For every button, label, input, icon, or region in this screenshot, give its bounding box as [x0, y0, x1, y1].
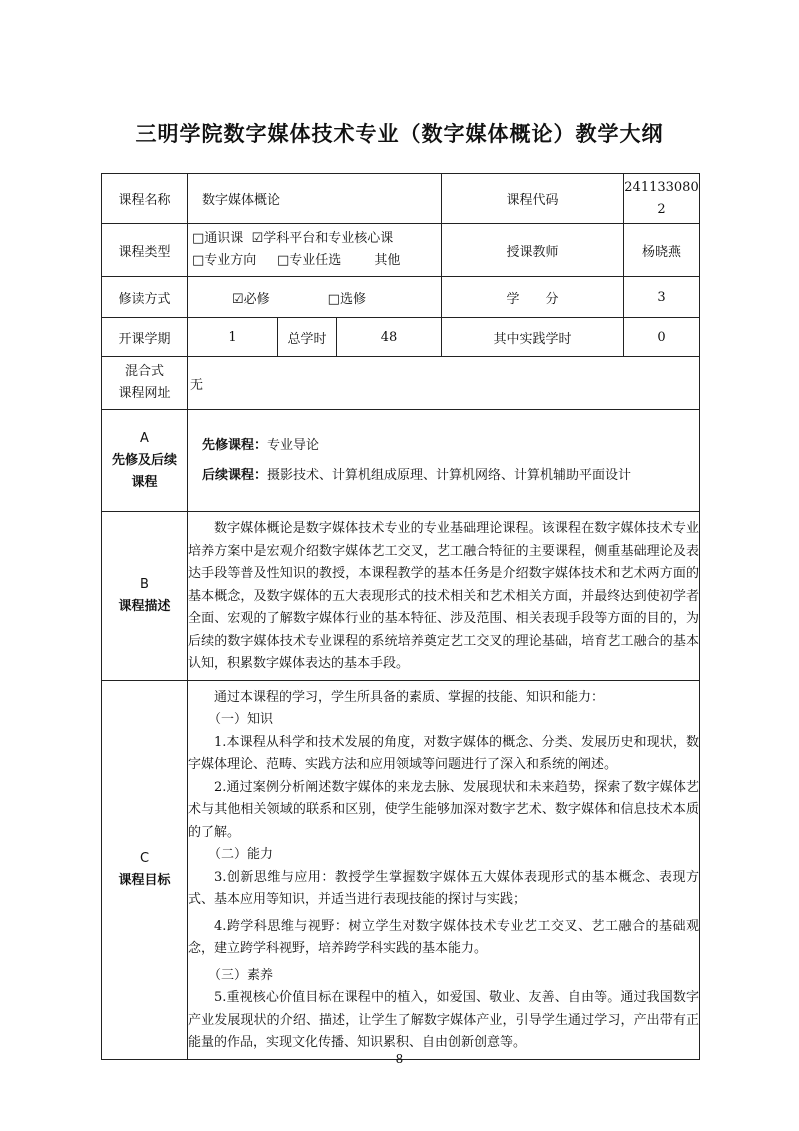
prerequisite-label: 先修课程： — [202, 437, 268, 453]
objectives-intro: 通过本课程的学习，学生所具备的素质、掌握的技能、知识和能力： — [214, 689, 605, 705]
row-study-mode — [102, 277, 700, 318]
course-type-label: 课程类型 — [102, 224, 188, 277]
checkbox-major-elective[interactable]: □专业任选 — [276, 253, 342, 268]
objective-1: 1.本课程从科学和技术发展的角度，对数字媒体的概念、分类、发展历史和现状，数字媒体理论、范畴、实践方法和应用领域等问题进行了深入和系统的阐述。 — [188, 734, 700, 772]
section-b — [102, 512, 700, 681]
prerequisite-value: 专业导论 — [267, 437, 320, 453]
course-type-options — [188, 224, 442, 277]
checkbox-major-direction[interactable]: □专业方向 — [192, 253, 257, 268]
checkbox-core-course[interactable]: ☑学科平台和专业核心课 — [251, 231, 394, 246]
total-hours-label: 总学时 — [278, 318, 337, 357]
course-name-label: 课程名称 — [102, 174, 188, 224]
checkbox-elective[interactable]: □选修 — [327, 291, 366, 307]
row-course-type — [102, 224, 700, 277]
course-code-line-2: 2 — [657, 201, 666, 217]
credit-value: 3 — [624, 277, 700, 318]
followup-value: 摄影技术、计算机组成原理、计算机网络、计算机辅助平面设计 — [267, 467, 632, 483]
section-c — [102, 680, 700, 1059]
section-b-label — [102, 512, 188, 681]
term-value: 1 — [188, 318, 278, 357]
term-label: 开课学期 — [102, 318, 188, 357]
other-option: 其他 — [374, 253, 401, 268]
checkbox-general-course[interactable]: □通识课 — [192, 231, 244, 246]
teacher-label: 授课教师 — [442, 224, 624, 277]
section-c-title: 课程目标 — [118, 872, 171, 888]
course-url-label-line-1: 混合式 — [124, 364, 164, 379]
prerequisite-line — [202, 431, 699, 461]
row-course-name — [102, 174, 700, 224]
course-url-value: 无 — [188, 357, 700, 410]
syllabus-table — [101, 173, 700, 1060]
section-a-title-line-2: 课程 — [131, 474, 158, 490]
section-b-title: 课程描述 — [118, 598, 171, 614]
course-code-label: 课程代码 — [442, 174, 624, 224]
course-description: 数字媒体概论是数字媒体技术专业的专业基础理论课程。该课程在数字媒体技术专业培养方案中是宏观介绍数字媒体艺工交叉，艺工融合特征的主要课程，侧重基础理论及表达手段等普及性知识的教授，本课程教学的基本任务是介绍数字媒体技术和艺术两方面的基本概念，及数字媒体的五大表现形式的技术相关和艺术相关方面，并最终达到使初学者全面、宏观的了解数字媒体行业的基本特征、涉及范围、相关表现手段等方面的目的，为后续的数字媒体技术专业课程的系统培养奠定艺工交叉的理论基础，培育艺工融合的基本认知，积累数字媒体表达的基本手段。 — [188, 512, 700, 681]
course-url-label-line-2: 课程网址 — [118, 386, 171, 401]
objective-2: 2.通过案例分析阐述数字媒体的来龙去脉、发展现状和未来趋势，探索了数字媒体艺术与其他相关领域的联系和区别，使学生能够加深对数字艺术、数字媒体和信息技术本质的了解。 — [188, 779, 700, 840]
practice-hours-value: 0 — [624, 318, 700, 357]
objectives-heading-knowledge: （一）知识 — [208, 712, 274, 727]
study-mode-label: 修读方式 — [102, 277, 188, 318]
section-a — [102, 410, 700, 512]
page-number: 8 — [395, 1052, 404, 1066]
total-hours-value: 48 — [337, 318, 442, 357]
practice-hours-label: 其中实践学时 — [442, 318, 624, 357]
course-objectives — [188, 680, 700, 1059]
teacher-value: 杨晓燕 — [624, 224, 700, 277]
checkbox-required[interactable]: ☑必修 — [232, 291, 270, 307]
objective-5: 5.重视核心价值目标在课程中的植入，如爱国、敬业、友善、自由等。通过我国数字产业发展现状的介绍、描述，让学生了解数字媒体产业，引导学生通过学习，产出带有正能量的作品，实现文化传播、知识累积、自由创新创意等。 — [188, 990, 700, 1050]
section-a-letter: A — [140, 430, 149, 446]
objectives-heading-ability: （二）能力 — [208, 847, 274, 862]
course-code-line-1: 241133080 — [624, 179, 699, 195]
section-c-letter: C — [139, 850, 150, 866]
course-code-value — [624, 174, 700, 224]
objective-3: 3.创新思维与应用：教授学生掌握数字媒体五大媒体表现形式的基本概念、表现方式、基本应用等知识，并适当进行表现技能的探讨与实践； — [188, 869, 700, 907]
study-mode-options — [188, 277, 442, 318]
row-term — [102, 318, 700, 357]
followup-label: 后续课程： — [202, 467, 268, 483]
followup-line — [202, 461, 699, 491]
credit-label: 学 分 — [442, 277, 624, 318]
section-c-label — [102, 680, 188, 1059]
section-b-letter: B — [140, 576, 149, 592]
row-course-url — [102, 357, 700, 410]
course-name-value: 数字媒体概论 — [188, 174, 442, 224]
section-a-content — [188, 410, 700, 512]
objective-4: 4.跨学科思维与视野：树立学生对数字媒体技术专业艺工交叉、艺工融合的基础观念，建立跨学科视野，培养跨学科实践的基本能力。 — [188, 918, 700, 956]
objectives-heading-literacy: （三）素养 — [208, 967, 274, 983]
section-a-label — [102, 410, 188, 512]
course-url-label — [102, 357, 188, 410]
page-title: 三明学院数字媒体技术专业（数字媒体概论）教学大纲 — [135, 122, 664, 146]
section-a-title-line-1: 先修及后续 — [111, 452, 177, 468]
